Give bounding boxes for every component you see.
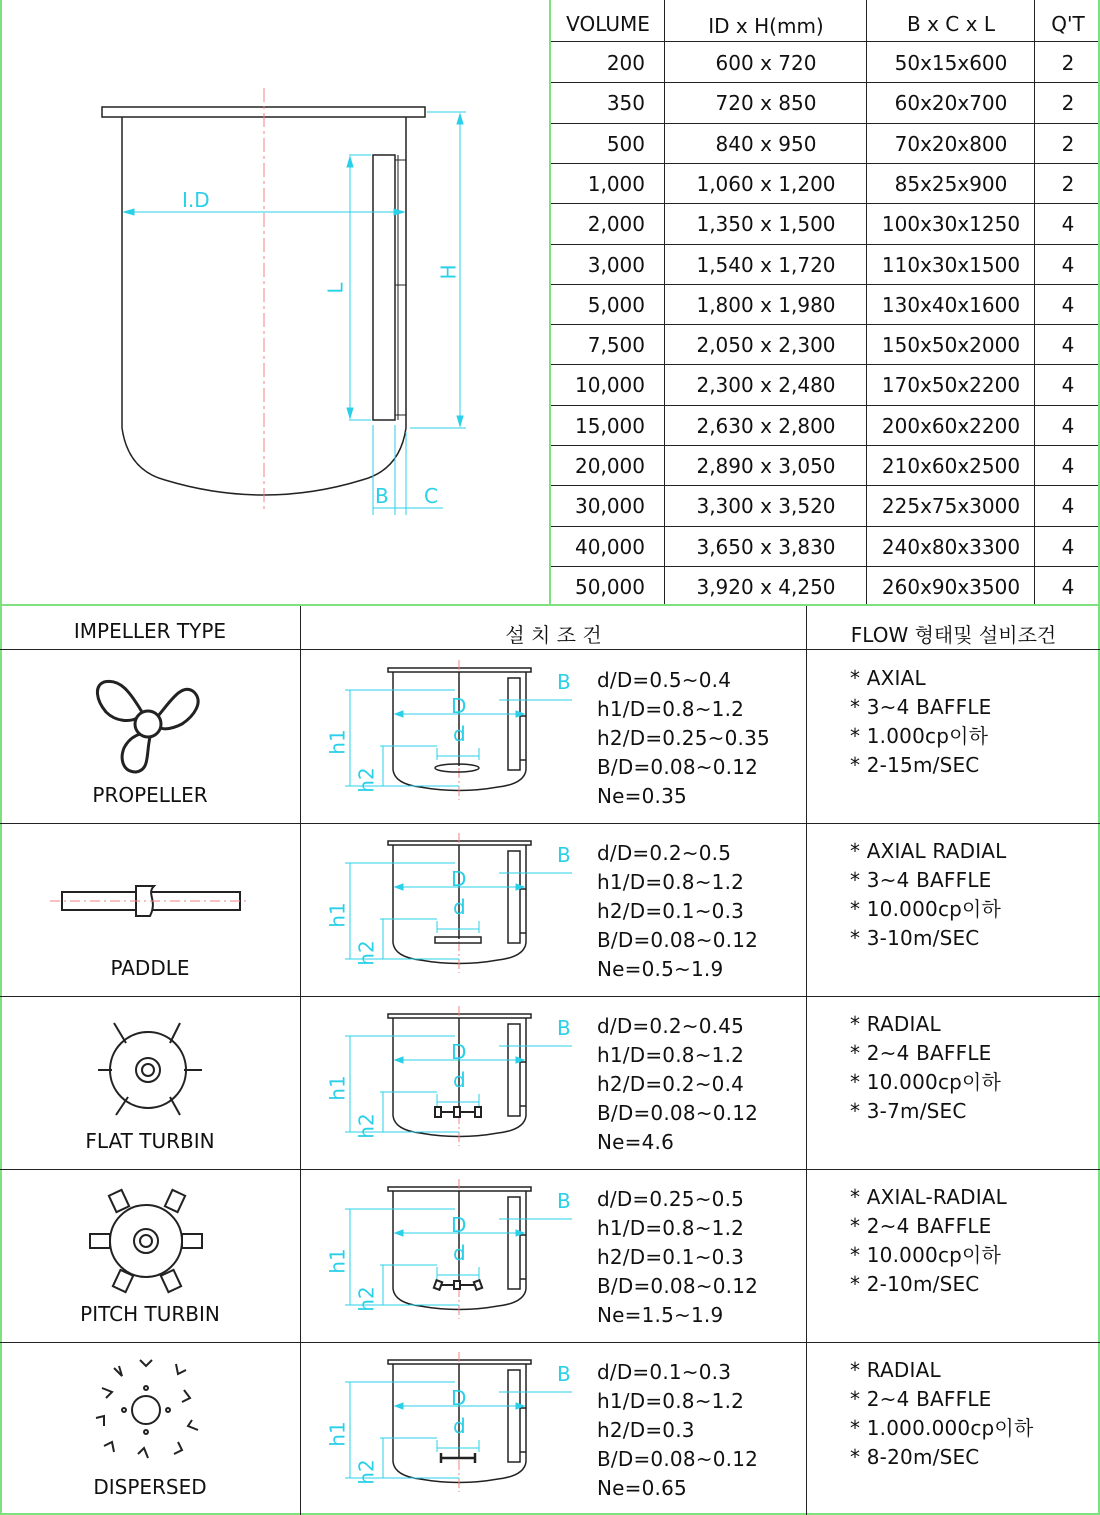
- param-line: d/D=0.5~0.4: [597, 668, 732, 692]
- spec-cell-id-h: 720 x 850: [715, 91, 817, 116]
- diagram-label-b: B: [557, 1016, 571, 1040]
- c-dim-label: C: [424, 484, 438, 508]
- spec-cell-volume: 7,500: [587, 333, 645, 358]
- flow-line: * 10.000cp이하: [850, 1070, 1002, 1094]
- param-line: h1/D=0.8~1.2: [597, 1043, 745, 1067]
- spec-cell-qty: 2: [1061, 131, 1075, 156]
- spec-cell-bcl: 50x15x600: [894, 51, 1008, 75]
- col-header-qty: Q'T: [1051, 12, 1085, 36]
- spec-cell-qty: 4: [1061, 292, 1075, 317]
- spec-cell-id-h: 2,890 x 3,050: [696, 454, 836, 478]
- flow-line: * 3-10m/SEC: [850, 926, 980, 950]
- spec-cell-bcl: 130x40x1600: [881, 292, 1021, 317]
- diagram-label-b: B: [557, 843, 571, 867]
- spec-cell-qty: 4: [1061, 454, 1075, 478]
- spec-cell-qty: 4: [1061, 373, 1075, 398]
- param-line: d/D=0.2~0.5: [597, 841, 732, 865]
- flow-line: * 10.000cp이하: [850, 1243, 1002, 1267]
- col-header-volume: VOLUME: [566, 12, 650, 36]
- spec-cell-qty: 4: [1061, 333, 1075, 358]
- param-line: h1/D=0.8~1.2: [597, 1389, 745, 1413]
- diagram-label-d-small: d: [453, 722, 466, 746]
- spec-cell-bcl: 260x90x3500: [881, 574, 1021, 599]
- flow-line: * 1.000cp이하: [850, 724, 989, 748]
- install-params: [597, 666, 770, 811]
- spec-cell-id-h: 2,300 x 2,480: [696, 373, 836, 398]
- impeller-type-header: IMPELLER TYPE: [73, 619, 227, 643]
- spec-cell-qty: 4: [1061, 413, 1075, 438]
- b-dim-label: B: [375, 484, 389, 508]
- param-line: B/D=0.08~0.12: [597, 1447, 759, 1471]
- impeller-name: PITCH TURBIN: [80, 1302, 220, 1326]
- param-line: h2/D=0.1~0.3: [597, 1245, 745, 1269]
- diagram-label-d-big: D: [451, 1386, 467, 1410]
- spec-cell-bcl: 210x60x2500: [881, 454, 1021, 478]
- impeller-name: PROPELLER: [92, 783, 208, 807]
- flow-line: * 2~4 BAFFLE: [850, 1214, 992, 1238]
- flow-conditions: [850, 664, 992, 780]
- flow-line: * 3~4 BAFFLE: [850, 695, 992, 719]
- spec-cell-id-h: 2,050 x 2,300: [696, 333, 836, 358]
- spec-cell-qty: 2: [1061, 51, 1075, 75]
- spec-cell-volume: 350: [606, 91, 645, 116]
- l-dim-label: L: [323, 282, 348, 294]
- spec-cell-bcl: 60x20x700: [894, 91, 1008, 116]
- flow-line: * 2~4 BAFFLE: [850, 1387, 992, 1411]
- spec-cell-qty: 2: [1061, 171, 1075, 196]
- flow-line: * AXIAL-RADIAL: [850, 1185, 1008, 1209]
- spec-cell-volume: 10,000: [575, 373, 645, 398]
- spec-cell-bcl: 200x60x2200: [881, 413, 1021, 438]
- diagram-label-h1: h1: [325, 1075, 350, 1101]
- flow-line: * 3~4 BAFFLE: [850, 868, 992, 892]
- spec-cell-bcl: 150x50x2000: [881, 333, 1021, 358]
- spec-cell-volume: 1,000: [587, 171, 645, 196]
- param-line: B/D=0.08~0.12: [597, 755, 759, 779]
- param-line: Ne=1.5~1.9: [597, 1303, 724, 1327]
- diagram-label-d-small: d: [453, 1241, 466, 1265]
- h-dim-label: H: [436, 264, 461, 280]
- id-dim-label: I.D: [182, 188, 210, 212]
- flat-turbine-icon: [98, 1015, 208, 1125]
- spec-cell-id-h: 1,540 x 1,720: [696, 252, 836, 277]
- spec-cell-qty: 4: [1061, 494, 1075, 519]
- install-params: [597, 1358, 758, 1503]
- vessel-dimension-drawing: [0, 0, 550, 605]
- dispersed-icon: [88, 1358, 208, 1468]
- spec-cell-id-h: 3,650 x 3,830: [696, 534, 836, 559]
- spec-cell-id-h: 1,800 x 1,980: [696, 292, 836, 317]
- spec-cell-qty: 4: [1061, 574, 1075, 599]
- spec-cell-volume: 40,000: [575, 534, 645, 559]
- spec-cell-id-h: 1,060 x 1,200: [696, 171, 836, 196]
- diagram-label-b: B: [557, 1362, 571, 1386]
- spec-cell-qty: 4: [1061, 252, 1075, 277]
- paddle-icon: [50, 880, 250, 920]
- spec-cell-id-h: 3,300 x 3,520: [696, 494, 836, 519]
- flow-conditions: [850, 1183, 1007, 1299]
- flow-line: * 1.000.000cp이하: [850, 1416, 1034, 1440]
- propeller-icon: [90, 672, 210, 782]
- install-condition-header: 설 치 조 건: [505, 623, 602, 647]
- param-line: Ne=4.6: [597, 1130, 675, 1154]
- flow-line: * 2~4 BAFFLE: [850, 1041, 992, 1065]
- param-line: h1/D=0.8~1.2: [597, 1216, 745, 1240]
- param-line: d/D=0.1~0.3: [597, 1360, 732, 1384]
- diagram-label-b: B: [557, 670, 571, 694]
- diagram-label-h2: h2: [354, 1459, 379, 1485]
- param-line: h1/D=0.8~1.2: [597, 870, 745, 894]
- spec-cell-volume: 3,000: [587, 252, 645, 277]
- param-line: B/D=0.08~0.12: [597, 928, 759, 952]
- flow-line: * AXIAL RADIAL: [850, 839, 1007, 863]
- param-line: d/D=0.25~0.5: [597, 1187, 745, 1211]
- spec-cell-id-h: 840 x 950: [715, 131, 817, 156]
- spec-cell-bcl: 240x80x3300: [881, 534, 1021, 559]
- impeller-name: PADDLE: [110, 956, 190, 980]
- impeller-name: DISPERSED: [93, 1475, 207, 1499]
- spec-cell-qty: 4: [1061, 534, 1075, 559]
- diagram-label-h2: h2: [354, 767, 379, 793]
- install-params: [597, 839, 758, 984]
- spec-cell-bcl: 170x50x2200: [881, 373, 1021, 398]
- flow-line: * 3-7m/SEC: [850, 1099, 967, 1123]
- spec-cell-volume: 200: [606, 51, 645, 75]
- diagram-label-h1: h1: [325, 1248, 350, 1274]
- flow-condition-header: FLOW 형태및 설비조건: [850, 623, 1057, 647]
- pitch-turbine-icon: [84, 1188, 214, 1298]
- col-header-id-h: ID x H(mm): [708, 14, 824, 38]
- diagram-label-d-big: D: [451, 1213, 467, 1237]
- param-line: h2/D=0.2~0.4: [597, 1072, 745, 1096]
- spec-cell-volume: 5,000: [587, 292, 645, 317]
- spec-cell-volume: 20,000: [575, 454, 645, 478]
- diagram-label-d-small: d: [453, 1068, 466, 1092]
- spec-cell-qty: 2: [1061, 91, 1075, 116]
- param-line: d/D=0.2~0.45: [597, 1014, 745, 1038]
- impeller-name: FLAT TURBIN: [85, 1129, 215, 1153]
- spec-cell-id-h: 3,920 x 4,250: [696, 574, 836, 599]
- spec-cell-bcl: 85x25x900: [894, 171, 1008, 196]
- spec-cell-volume: 30,000: [575, 494, 645, 519]
- flow-line: * 10.000cp이하: [850, 897, 1002, 921]
- flow-line: * AXIAL: [850, 666, 926, 690]
- param-line: Ne=0.35: [597, 784, 687, 808]
- spec-cell-volume: 50,000: [575, 574, 645, 599]
- flow-line: * RADIAL: [850, 1358, 941, 1382]
- diagram-label-h2: h2: [354, 1113, 379, 1139]
- param-line: h1/D=0.8~1.2: [597, 697, 745, 721]
- diagram-label-d-big: D: [451, 1040, 467, 1064]
- flow-conditions: [850, 1010, 1001, 1126]
- flow-line: * 8-20m/SEC: [850, 1445, 980, 1469]
- param-line: Ne=0.5~1.9: [597, 957, 724, 981]
- diagram-label-h1: h1: [325, 729, 350, 755]
- spec-cell-volume: 500: [606, 131, 645, 156]
- col-header-bcl: B x C x L: [907, 12, 995, 36]
- flow-line: * RADIAL: [850, 1012, 941, 1036]
- param-line: B/D=0.08~0.12: [597, 1101, 759, 1125]
- diagram-label-d-big: D: [451, 867, 467, 891]
- flow-conditions: [850, 837, 1007, 953]
- diagram-label-d-big: D: [451, 694, 467, 718]
- param-line: B/D=0.08~0.12: [597, 1274, 759, 1298]
- diagram-label-h2: h2: [354, 940, 379, 966]
- spec-cell-id-h: 2,630 x 2,800: [696, 413, 836, 438]
- spec-cell-bcl: 70x20x800: [894, 131, 1008, 156]
- flow-line: * 2-15m/SEC: [850, 753, 980, 777]
- diagram-label-h2: h2: [354, 1286, 379, 1312]
- spec-cell-bcl: 100x30x1250: [881, 212, 1021, 237]
- spec-cell-qty: 4: [1061, 212, 1075, 237]
- spec-cell-bcl: 225x75x3000: [881, 494, 1021, 519]
- spec-cell-id-h: 1,350 x 1,500: [696, 212, 836, 237]
- param-line: h2/D=0.25~0.35: [597, 726, 770, 750]
- spec-cell-volume: 15,000: [575, 413, 645, 438]
- param-line: Ne=0.65: [597, 1476, 687, 1500]
- diagram-label-d-small: d: [453, 895, 466, 919]
- spec-cell-bcl: 110x30x1500: [881, 252, 1021, 277]
- flow-line: * 2-10m/SEC: [850, 1272, 980, 1296]
- param-line: h2/D=0.3: [597, 1418, 695, 1442]
- diagram-label-d-small: d: [453, 1414, 466, 1438]
- param-line: h2/D=0.1~0.3: [597, 899, 745, 923]
- diagram-label-h1: h1: [325, 1421, 350, 1447]
- spec-cell-volume: 2,000: [587, 212, 645, 237]
- install-params: [597, 1012, 758, 1157]
- diagram-label-b: B: [557, 1189, 571, 1213]
- install-params: [597, 1185, 758, 1330]
- diagram-label-h1: h1: [325, 902, 350, 928]
- spec-cell-id-h: 600 x 720: [715, 51, 817, 75]
- flow-conditions: [850, 1356, 1033, 1472]
